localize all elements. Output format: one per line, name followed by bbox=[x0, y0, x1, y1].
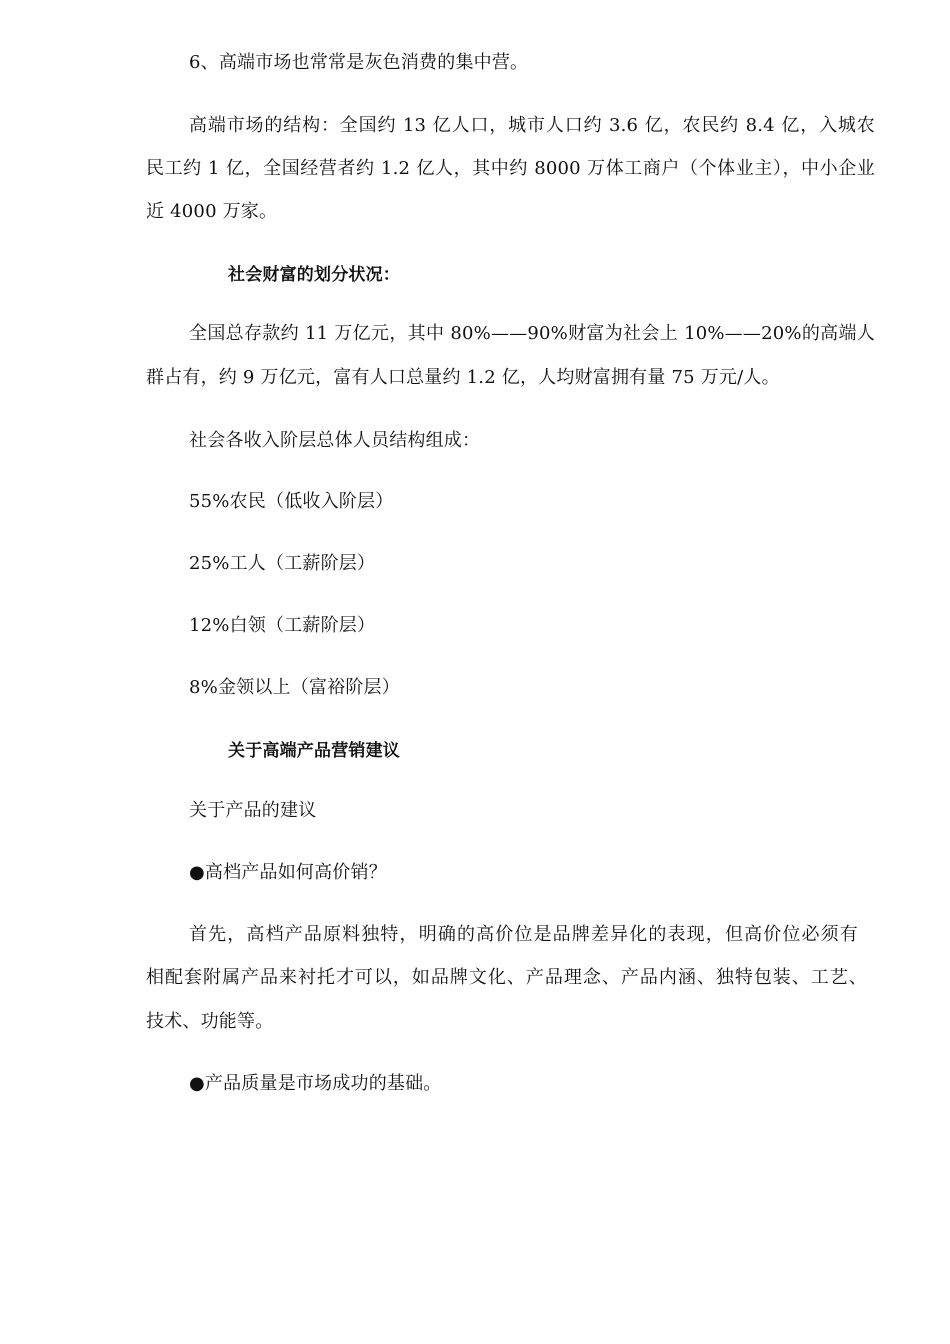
heading-marketing-advice: 关于高端产品营销建议 bbox=[228, 741, 400, 761]
paragraph-product-line-3: 技术、功能等。 bbox=[146, 1011, 274, 1032]
paragraph-market-structure-line-2: 民工约 1 亿，全国经营者约 1.2 亿人，其中约 8000 万体工商户（个体业主），中小企业 bbox=[146, 158, 875, 179]
paragraph-product-line-2: 相配套附属产品来衬托才可以，如品牌文化、产品理念、产品内涵、独特包装、工艺、 bbox=[146, 967, 867, 988]
bullet-product-quality: ●产品质量是市场成功的基础。 bbox=[189, 1073, 442, 1094]
paragraph-market-grey-consumption: 6、高端市场也常常是灰色消费的集中营。 bbox=[189, 52, 529, 73]
paragraph-market-structure-line-1: 高端市场的结构：全国约 13 亿人口，城市人口约 3.6 亿，农民约 8.4 亿，入城农 bbox=[189, 115, 875, 136]
paragraph-income-structure: 社会各收入阶层总体人员结构组成： bbox=[189, 430, 481, 451]
list-item-gold-collar: 8%金领以上（富裕阶层） bbox=[189, 677, 400, 698]
heading-wealth-distribution: 社会财富的划分状况： bbox=[228, 265, 400, 285]
list-item-white-collar: 12%白领（工薪阶层） bbox=[189, 615, 376, 636]
list-item-farmers: 55%农民（低收入阶层） bbox=[189, 491, 394, 512]
paragraph-product-advice: 关于产品的建议 bbox=[189, 800, 317, 821]
paragraph-wealth-line-1: 全国总存款约 11 万亿元，其中 80%——90%财富为社会上 10%——20%的高端人 bbox=[189, 323, 875, 344]
bullet-high-price-sales: ●高档产品如何高价销？ bbox=[189, 862, 387, 883]
paragraph-product-line-1: 首先，高档产品原料独特，明确的高价位是品牌差异化的表现，但高价位必须有 bbox=[189, 924, 858, 945]
paragraph-market-structure-line-3: 近 4000 万家。 bbox=[146, 201, 278, 222]
paragraph-wealth-line-2: 群占有，约 9 万亿元，富有人口总量约 1.2 亿，人均财富拥有量 75 万元/人。 bbox=[146, 367, 780, 388]
list-item-workers: 25%工人（工薪阶层） bbox=[189, 553, 376, 574]
